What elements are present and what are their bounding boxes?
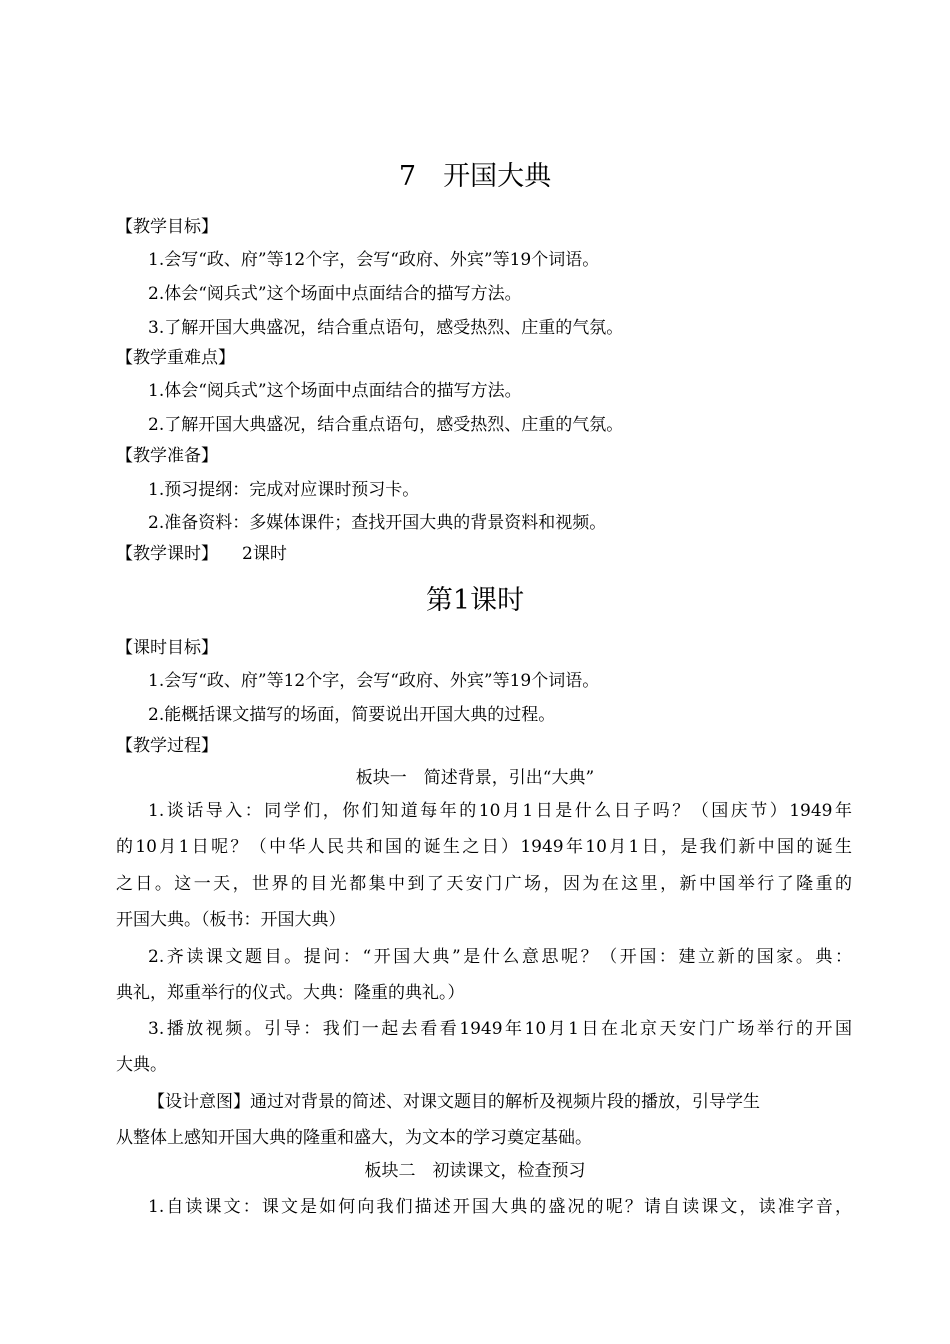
section-1-paragraph-1-line-3: 之日。这一天，世界的目光都集中到了天安门广场，因为在这里，新中国举行了隆重的 <box>116 874 852 894</box>
key-point-item-1: 1.体会“阅兵式”这个场面中点面结合的描写方法。 <box>148 381 522 401</box>
section-2-title: 板块二 初读课文，检查预习 <box>364 1161 586 1181</box>
preparation-heading: 【教学准备】 <box>116 446 218 466</box>
section-1-paragraph-3-line-1: 3.播放视频。引导：我们一起去看看1949年10月1日在北京天安门广场举行的开国 <box>148 1019 852 1039</box>
design-intent-text: 通过对背景的简述、对课文题目的解析及视频片段的播放，引导学生 <box>250 1092 760 1112</box>
section-1-paragraph-1-line-2: 的10月1日呢？（中华人民共和国的诞生之日）1949年10月1日，是我们新中国的诞生 <box>116 837 852 857</box>
key-points-heading: 【教学重难点】 <box>116 348 235 368</box>
page-title: 7 开国大典 <box>398 161 552 192</box>
preparation-item-2: 2.准备资料：多媒体课件；查找开国大典的背景资料和视频。 <box>148 513 607 533</box>
section-1-paragraph-2-line-2: 典礼，郑重举行的仪式。大典：隆重的典礼。） <box>116 983 465 1003</box>
lesson-title: 第1课时 <box>425 585 525 616</box>
section-1-paragraph-1-line-4: 开国大典。（板书：开国大典） <box>116 910 346 930</box>
lesson-objective-item-2: 2.能概括课文描写的场面，简要说出开国大典的过程。 <box>148 705 556 725</box>
section-2-paragraph-1-line-1: 1.自读课文：课文是如何向我们描述开国大典的盛况的呢？请自读课文，读准字音， <box>148 1197 852 1217</box>
objectives-heading: 【教学目标】 <box>116 217 218 237</box>
design-intent-label: 【设计意图】 <box>148 1092 250 1112</box>
lesson-objective-item-1: 1.会写“政、府”等12个字，会写“政府、外宾”等19个词语。 <box>148 671 600 691</box>
section-1-paragraph-3-line-2: 大典。 <box>116 1055 167 1075</box>
objective-item-3: 3.了解开国大典盛况，结合重点语句，感受热烈、庄重的气氛。 <box>148 318 624 338</box>
lesson-objectives-heading: 【课时目标】 <box>116 638 218 658</box>
process-heading: 【教学过程】 <box>116 736 218 756</box>
objective-item-2: 2.体会“阅兵式”这个场面中点面结合的描写方法。 <box>148 284 522 304</box>
section-1-title: 板块一 简述背景，引出“大典” <box>355 768 595 788</box>
key-point-item-2: 2.了解开国大典盛况，结合重点语句，感受热烈、庄重的气氛。 <box>148 415 624 435</box>
hours-heading: 【教学课时】 <box>116 544 218 564</box>
hours-line <box>116 543 287 565</box>
preparation-item-1: 1.预习提纲：完成对应课时预习卡。 <box>148 480 420 500</box>
section-1-paragraph-1-line-1: 1.谈话导入：同学们，你们知道每年的10月1日是什么日子吗？（国庆节）1949年 <box>148 801 852 821</box>
design-intent-line-2: 从整体上感知开国大典的隆重和盛大，为文本的学习奠定基础。 <box>116 1128 592 1148</box>
section-1-paragraph-2-line-1: 2.齐读课文题目。提问：“开国大典”是什么意思呢？（开国：建立新的国家。典： <box>148 947 852 967</box>
hours-value: 2课时 <box>242 544 287 564</box>
objective-item-1: 1.会写“政、府”等12个字，会写“政府、外宾”等19个词语。 <box>148 250 600 270</box>
design-intent-line-1 <box>148 1091 852 1113</box>
